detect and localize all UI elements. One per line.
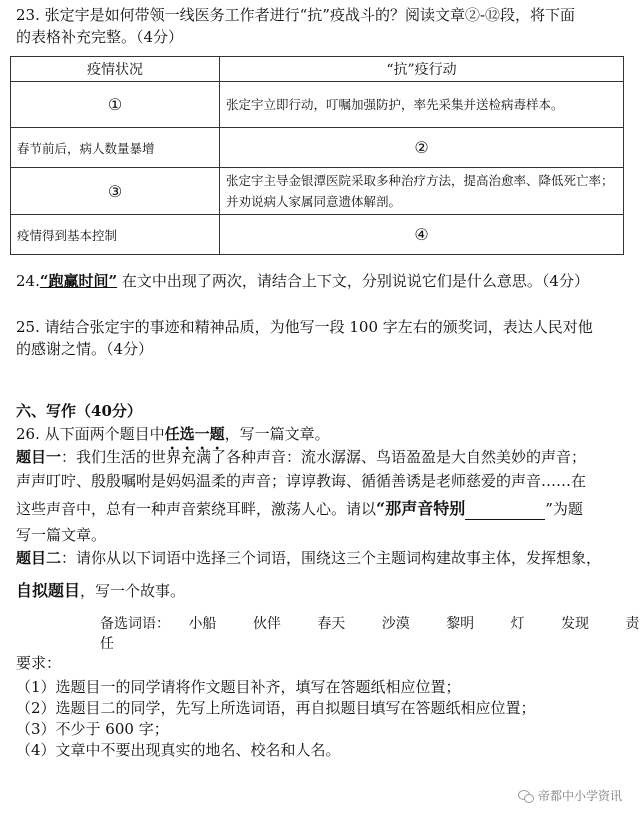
prompt2-line2 [16,580,630,602]
word-item: 责任 [100,616,640,652]
prompt1-text3a: 这些声音中，总有一种声音萦绕耳畔，激荡人心。请以 [16,500,377,518]
question-26-prefix: 26. 从下面两个题目中 [16,425,165,443]
question-25-line1: 25. 请结合张定宇的事迹和精神品质，为他写一段 100 字左右的颁奖词，表达人民对他 [16,318,593,336]
word-item: 黎明 [446,616,475,632]
prompt1-text1: ：我们生活的世界充满了各种声音：流水潺潺、鸟语盈盈是大自然美妙的声音； [61,448,587,466]
wechat-icon [518,790,534,802]
prompt2-line1 [16,547,630,569]
prompt1-line2: 声声叮咛、殷殷嘱咐是妈妈温柔的声音；谆谆教诲、循循善诱是老师慈爱的声音……在 [16,472,587,490]
column-header-situation: 疫情状况 [11,57,220,82]
word-item: 灯 [510,616,525,632]
candidate-words [100,613,640,653]
prompt2-label: 题目二 [16,549,62,567]
watermark [518,787,622,804]
table-row [11,215,624,255]
cell-situation: 春节前后，病人数量暴增 [11,128,220,168]
requirement-item: （4）文章中不要出现真实的地名、校名和人名。 [16,741,341,759]
watermark-text: 帝都中小学资讯 [537,789,622,803]
question-26-suffix: ，写一篇文章。 [224,425,330,443]
prompt1-label: 题目一 [16,448,62,466]
section-title-writing: 六、写作（40分） [16,402,142,420]
cell-situation: 疫情得到基本控制 [11,215,220,255]
table-header-row [11,57,624,82]
question-26-emphasis: 任选一题 [164,425,225,443]
prompt2-text1: ：请你从以下词语中选择三个词语，围绕这三个主题词构建故事主体，发挥想象， [61,549,602,567]
epidemic-table [10,56,624,255]
table-row [11,168,624,215]
prompt1-text3b: ”为题 [545,500,583,518]
word-item: 春天 [317,616,346,632]
question-24-text: 在文中出现了两次，请结合上下文，分别说说它们是什么意思。（4分） [117,272,589,290]
prompt2-text2: ，写一个故事。 [80,582,186,600]
question-24-keyword: “跑赢时间” [39,272,118,290]
prompt1-line1 [16,446,630,468]
cell-action: 张定宇主导金银潭医院采取多种治疗方法，提高治愈率、降低死亡率；并劝说病人家属同意遗体解剖。 [220,168,624,215]
requirement-item: （3）不少于 600 字； [16,720,169,738]
question-25-line2: 的感谢之情。（4分） [16,340,154,358]
prompt2-emphasis: 自拟题目 [16,581,81,600]
table-row [11,82,624,128]
requirement-item: （2）选题目二的同学，先写上所选词语，再自拟题目填写在答题纸相应位置； [16,699,536,717]
requirements-title: 要求： [16,654,62,672]
requirement-item: （1）选题目一的同学请将作文题目补齐，填写在答题纸相应位置； [16,678,461,696]
title-blank [465,503,545,520]
cell-blank-1: ① [11,82,220,128]
cell-blank-4: ④ [220,215,624,255]
cell-blank-3: ③ [11,168,220,215]
column-header-action: “抗”疫行动 [220,57,624,82]
question-23-line2: 的表格补充完整。（4分） [16,28,184,46]
prompt1-line3 [16,498,630,520]
question-23-line1: 23. 张定宇是如何带领一线医务工作者进行“抗”疫战斗的？阅读文章②-⑫段，将下面 [16,6,576,24]
word-item: 小船 [188,616,217,632]
word-item: 沙漠 [381,616,410,632]
word-item: 伙伴 [252,616,281,632]
question-24-number: 24. [16,272,40,290]
cell-action: 张定宇立即行动，叮嘱加强防护，率先采集并送检病毒样本。 [220,82,624,128]
question-24 [16,270,630,292]
word-item: 发现 [561,616,590,632]
prompt1-line4: 写一篇文章。 [16,526,107,544]
candidate-words-label: 备选词语： [100,616,170,632]
cell-blank-2: ② [220,128,624,168]
prompt1-title: “那声音特别 [376,499,466,518]
table-row [11,128,624,168]
